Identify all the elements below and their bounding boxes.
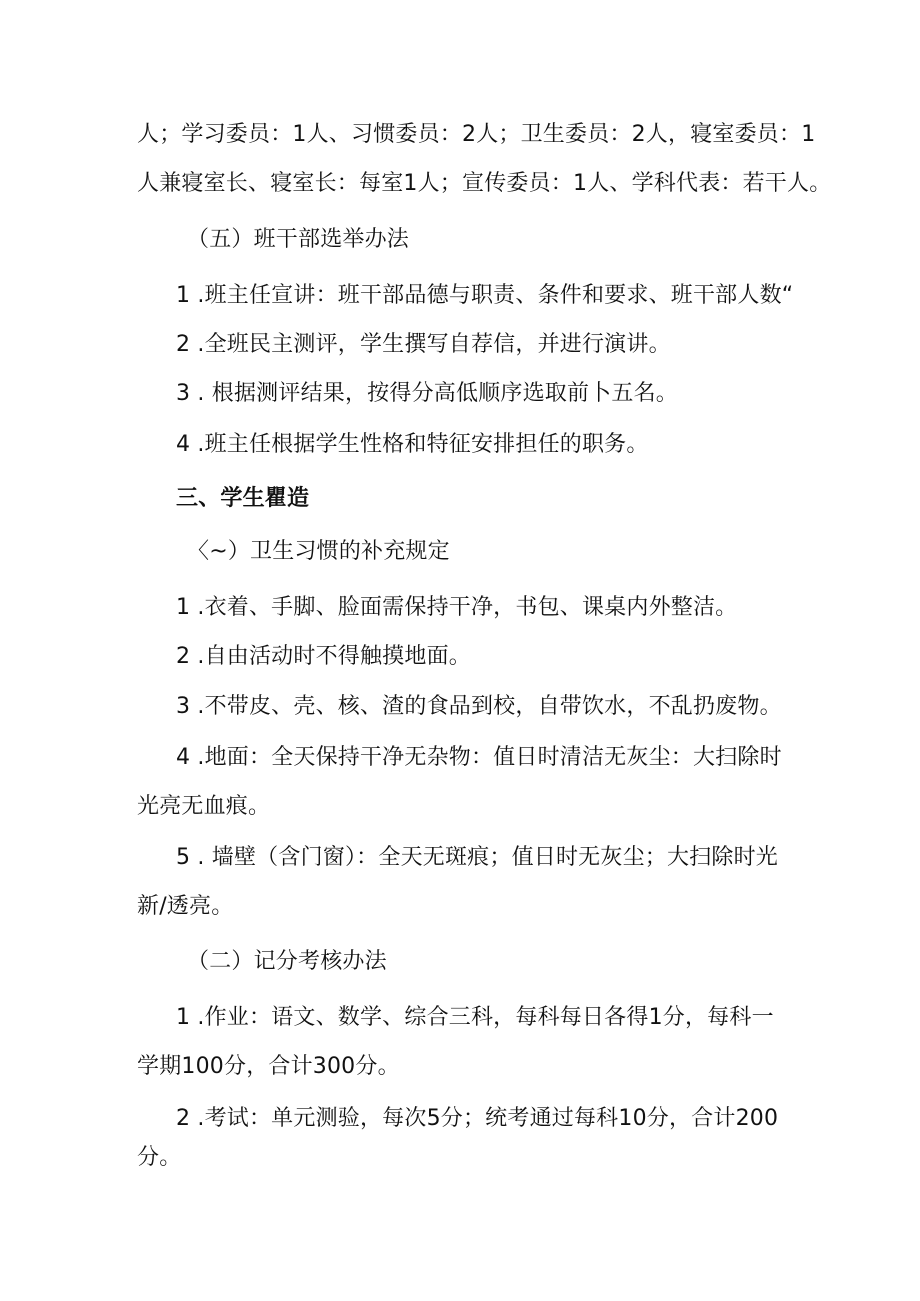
list-item-hygiene-2: 2 .自由活动时不得触摸地面。 bbox=[176, 644, 471, 669]
list-item-election-2: 2 .全班民主测评，学生撰写自荐信，并进行演讲。 bbox=[176, 332, 671, 357]
list-item-hygiene-4: 4 .地面：全天保持干净无杂物：值日时清洁无灰尘：大扫除时 bbox=[176, 745, 782, 770]
list-item-scoring-1: 1 .作业：语文、数学、综合三科，每科每日各得1分，每科一 bbox=[176, 1005, 774, 1030]
list-item-hygiene-4-cont: 光亮无血痕。 bbox=[137, 794, 271, 819]
list-item-scoring-2-cont: 分。 bbox=[137, 1145, 182, 1170]
section-heading-election: （五）班干部选举办法 bbox=[187, 227, 410, 252]
list-item-election-3: 3 . 根据测评结果，按得分高低顺序选取前卜五名。 bbox=[176, 381, 678, 406]
list-item-election-1: 1 .班主任宣讲：班干部品德与职责、条件和要求、班干部人数“ bbox=[176, 283, 794, 308]
list-item-hygiene-5: 5 . 墙壁（含门窗）：全天无斑痕；值日时无灰尘；大扫除时光 bbox=[176, 845, 778, 870]
section-heading-hygiene: 〈~）卫生习惯的补充规定 bbox=[187, 539, 450, 564]
list-item-scoring-1-cont: 学期100分，合计300分。 bbox=[137, 1054, 400, 1079]
section-heading-students: 三、学生瞿造 bbox=[176, 486, 310, 511]
section-heading-scoring: （二）记分考核办法 bbox=[187, 949, 387, 974]
list-item-hygiene-3: 3 .不带皮、壳、核、渣的食品到校，自带饮水，不乱扔废物。 bbox=[176, 694, 782, 719]
paragraph-line-roles-2: 人兼寝室长、寝室长：每室1人；宣传委员：1人、学科代表：若干人。 bbox=[137, 171, 832, 196]
list-item-scoring-2: 2 .考试：单元测验，每次5分；统考通过每科10分，合计200 bbox=[176, 1106, 779, 1131]
list-item-hygiene-5-cont: 新/透亮。 bbox=[137, 894, 234, 919]
paragraph-line-roles-1: 人；学习委员：1人、习惯委员：2人；卫生委员：2人，寝室委员：1 bbox=[137, 122, 816, 147]
list-item-hygiene-1: 1 .衣着、手脚、脸面需保持干净，书包、课桌内外整洁。 bbox=[176, 595, 738, 620]
list-item-election-4: 4 .班主任根据学生性格和特征安排担任的职务。 bbox=[176, 432, 649, 457]
